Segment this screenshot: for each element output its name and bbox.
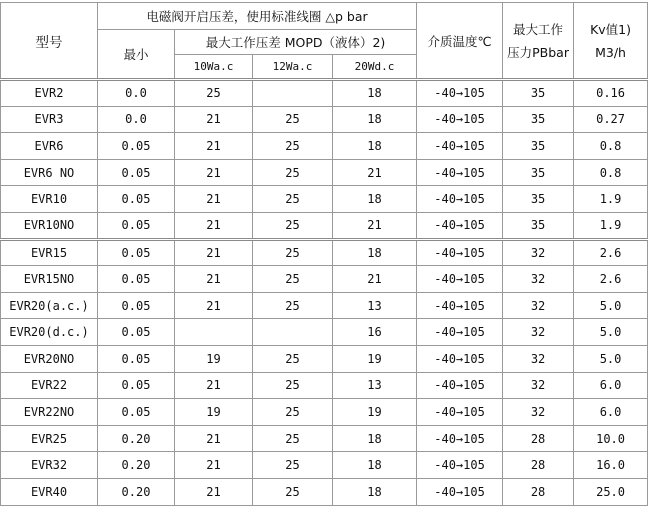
cell-20w: 13 bbox=[333, 292, 417, 319]
cell-kv: 0.8 bbox=[574, 159, 648, 186]
header-kv-line2: M3/h bbox=[595, 44, 626, 60]
table-row bbox=[1, 452, 648, 479]
cell-12w: 25 bbox=[253, 292, 333, 319]
cell-10w: 21 bbox=[175, 292, 253, 319]
cell-12w bbox=[253, 319, 333, 346]
cell-20w: 18 bbox=[333, 452, 417, 479]
cell-min: 0.05 bbox=[98, 372, 175, 399]
header-temp: 介质温度℃ bbox=[417, 3, 503, 80]
cell-model: EVR15 bbox=[1, 239, 98, 266]
header-max-pressure bbox=[503, 3, 574, 80]
cell-10w: 21 bbox=[175, 372, 253, 399]
cell-max-pressure: 35 bbox=[503, 106, 574, 133]
table-row bbox=[1, 345, 648, 372]
cell-kv: 0.16 bbox=[574, 80, 648, 107]
cell-min: 0.20 bbox=[98, 452, 175, 479]
cell-10w: 21 bbox=[175, 478, 253, 505]
cell-kv: 6.0 bbox=[574, 372, 648, 399]
cell-20w: 18 bbox=[333, 106, 417, 133]
cell-model: EVR22 bbox=[1, 372, 98, 399]
cell-temp: -40→105 bbox=[417, 345, 503, 372]
table-row bbox=[1, 80, 648, 107]
cell-max-pressure: 32 bbox=[503, 266, 574, 293]
cell-12w: 25 bbox=[253, 159, 333, 186]
cell-kv: 0.27 bbox=[574, 106, 648, 133]
cell-min: 0.05 bbox=[98, 266, 175, 293]
cell-20w: 16 bbox=[333, 319, 417, 346]
cell-max-pressure: 28 bbox=[503, 425, 574, 452]
cell-10w: 21 bbox=[175, 239, 253, 266]
cell-temp: -40→105 bbox=[417, 399, 503, 426]
cell-max-pressure: 32 bbox=[503, 399, 574, 426]
cell-12w: 25 bbox=[253, 266, 333, 293]
cell-max-pressure: 35 bbox=[503, 212, 574, 239]
cell-min: 0.05 bbox=[98, 292, 175, 319]
header-max-pressure-line1: 最大工作 bbox=[513, 21, 564, 37]
cell-max-pressure: 28 bbox=[503, 452, 574, 479]
cell-12w bbox=[253, 80, 333, 107]
table-row bbox=[1, 106, 648, 133]
cell-12w: 25 bbox=[253, 239, 333, 266]
cell-min: 0.20 bbox=[98, 425, 175, 452]
cell-20w: 13 bbox=[333, 372, 417, 399]
cell-kv: 6.0 bbox=[574, 399, 648, 426]
cell-temp: -40→105 bbox=[417, 372, 503, 399]
cell-20w: 18 bbox=[333, 133, 417, 160]
cell-model: EVR10NO bbox=[1, 212, 98, 239]
cell-model: EVR20NO bbox=[1, 345, 98, 372]
cell-10w: 25 bbox=[175, 80, 253, 107]
cell-20w: 18 bbox=[333, 80, 417, 107]
cell-10w: 21 bbox=[175, 266, 253, 293]
cell-kv: 5.0 bbox=[574, 319, 648, 346]
cell-model: EVR25 bbox=[1, 425, 98, 452]
cell-kv: 1.9 bbox=[574, 186, 648, 213]
header-kv-line1: Kv值1) bbox=[590, 21, 632, 37]
cell-10w: 21 bbox=[175, 452, 253, 479]
table-row bbox=[1, 186, 648, 213]
header-model: 型号 bbox=[1, 3, 98, 80]
cell-20w: 21 bbox=[333, 212, 417, 239]
cell-10w: 21 bbox=[175, 106, 253, 133]
cell-20w: 19 bbox=[333, 345, 417, 372]
cell-model: EVR32 bbox=[1, 452, 98, 479]
table-body bbox=[1, 80, 648, 506]
cell-12w: 25 bbox=[253, 345, 333, 372]
cell-temp: -40→105 bbox=[417, 425, 503, 452]
cell-12w: 25 bbox=[253, 399, 333, 426]
cell-12w: 25 bbox=[253, 372, 333, 399]
cell-max-pressure: 35 bbox=[503, 159, 574, 186]
cell-10w: 19 bbox=[175, 345, 253, 372]
table-row bbox=[1, 159, 648, 186]
header-pressure-group: 电磁阀开启压差，使用标准线圈 △p bar bbox=[98, 3, 417, 30]
cell-temp: -40→105 bbox=[417, 80, 503, 107]
cell-max-pressure: 32 bbox=[503, 319, 574, 346]
cell-12w: 25 bbox=[253, 186, 333, 213]
table-row bbox=[1, 212, 648, 239]
header-min: 最小 bbox=[98, 30, 175, 80]
cell-temp: -40→105 bbox=[417, 212, 503, 239]
cell-temp: -40→105 bbox=[417, 266, 503, 293]
cell-max-pressure: 35 bbox=[503, 80, 574, 107]
table-row bbox=[1, 292, 648, 319]
cell-12w: 25 bbox=[253, 106, 333, 133]
cell-model: EVR6 bbox=[1, 133, 98, 160]
cell-temp: -40→105 bbox=[417, 186, 503, 213]
cell-temp: -40→105 bbox=[417, 478, 503, 505]
cell-kv: 16.0 bbox=[574, 452, 648, 479]
cell-10w: 19 bbox=[175, 399, 253, 426]
cell-model: EVR15NO bbox=[1, 266, 98, 293]
cell-12w: 25 bbox=[253, 425, 333, 452]
cell-10w: 21 bbox=[175, 212, 253, 239]
cell-min: 0.05 bbox=[98, 186, 175, 213]
cell-20w: 18 bbox=[333, 425, 417, 452]
cell-max-pressure: 32 bbox=[503, 345, 574, 372]
cell-model: EVR20(d.c.) bbox=[1, 319, 98, 346]
cell-12w: 25 bbox=[253, 478, 333, 505]
cell-12w: 25 bbox=[253, 452, 333, 479]
cell-kv: 0.8 bbox=[574, 133, 648, 160]
cell-model: EVR10 bbox=[1, 186, 98, 213]
cell-kv: 5.0 bbox=[574, 345, 648, 372]
cell-20w: 21 bbox=[333, 266, 417, 293]
cell-min: 0.20 bbox=[98, 478, 175, 505]
cell-kv: 25.0 bbox=[574, 478, 648, 505]
cell-max-pressure: 35 bbox=[503, 133, 574, 160]
header-row-1 bbox=[1, 3, 648, 30]
table-row bbox=[1, 266, 648, 293]
cell-min: 0.05 bbox=[98, 399, 175, 426]
table-row bbox=[1, 425, 648, 452]
cell-min: 0.05 bbox=[98, 159, 175, 186]
cell-20w: 21 bbox=[333, 159, 417, 186]
header-coil-10w: 10Wa.c bbox=[175, 55, 253, 80]
cell-12w: 25 bbox=[253, 133, 333, 160]
cell-10w: 21 bbox=[175, 425, 253, 452]
header-coil-20w: 20Wd.c bbox=[333, 55, 417, 80]
cell-max-pressure: 35 bbox=[503, 186, 574, 213]
header-coil-12w: 12Wa.c bbox=[253, 55, 333, 80]
cell-10w: 21 bbox=[175, 133, 253, 160]
cell-model: EVR6 NO bbox=[1, 159, 98, 186]
table-row bbox=[1, 133, 648, 160]
cell-max-pressure: 32 bbox=[503, 372, 574, 399]
cell-max-pressure: 28 bbox=[503, 478, 574, 505]
cell-model: EVR40 bbox=[1, 478, 98, 505]
cell-temp: -40→105 bbox=[417, 106, 503, 133]
cell-temp: -40→105 bbox=[417, 159, 503, 186]
cell-kv: 10.0 bbox=[574, 425, 648, 452]
cell-temp: -40→105 bbox=[417, 319, 503, 346]
header-mopd: 最大工作压差 MOPD（液体）2) bbox=[175, 30, 417, 55]
header-kv bbox=[574, 3, 648, 80]
table-row bbox=[1, 319, 648, 346]
cell-20w: 18 bbox=[333, 186, 417, 213]
valve-spec-table bbox=[0, 2, 648, 506]
cell-min: 0.0 bbox=[98, 80, 175, 107]
header-max-pressure-line2: 压力PBbar bbox=[507, 44, 569, 60]
cell-model: EVR3 bbox=[1, 106, 98, 133]
cell-temp: -40→105 bbox=[417, 239, 503, 266]
cell-temp: -40→105 bbox=[417, 133, 503, 160]
cell-10w bbox=[175, 319, 253, 346]
cell-20w: 19 bbox=[333, 399, 417, 426]
table-row bbox=[1, 399, 648, 426]
cell-max-pressure: 32 bbox=[503, 292, 574, 319]
cell-model: EVR2 bbox=[1, 80, 98, 107]
cell-model: EVR22NO bbox=[1, 399, 98, 426]
cell-20w: 18 bbox=[333, 478, 417, 505]
cell-10w: 21 bbox=[175, 186, 253, 213]
cell-kv: 1.9 bbox=[574, 212, 648, 239]
cell-10w: 21 bbox=[175, 159, 253, 186]
table-row bbox=[1, 239, 648, 266]
cell-temp: -40→105 bbox=[417, 452, 503, 479]
cell-min: 0.05 bbox=[98, 239, 175, 266]
table-row bbox=[1, 478, 648, 505]
cell-20w: 18 bbox=[333, 239, 417, 266]
cell-12w: 25 bbox=[253, 212, 333, 239]
cell-max-pressure: 32 bbox=[503, 239, 574, 266]
cell-kv: 2.6 bbox=[574, 239, 648, 266]
cell-min: 0.05 bbox=[98, 345, 175, 372]
cell-min: 0.05 bbox=[98, 212, 175, 239]
cell-min: 0.05 bbox=[98, 133, 175, 160]
cell-min: 0.0 bbox=[98, 106, 175, 133]
cell-temp: -40→105 bbox=[417, 292, 503, 319]
table-row bbox=[1, 372, 648, 399]
cell-model: EVR20(a.c.) bbox=[1, 292, 98, 319]
cell-kv: 5.0 bbox=[574, 292, 648, 319]
cell-kv: 2.6 bbox=[574, 266, 648, 293]
cell-min: 0.05 bbox=[98, 319, 175, 346]
